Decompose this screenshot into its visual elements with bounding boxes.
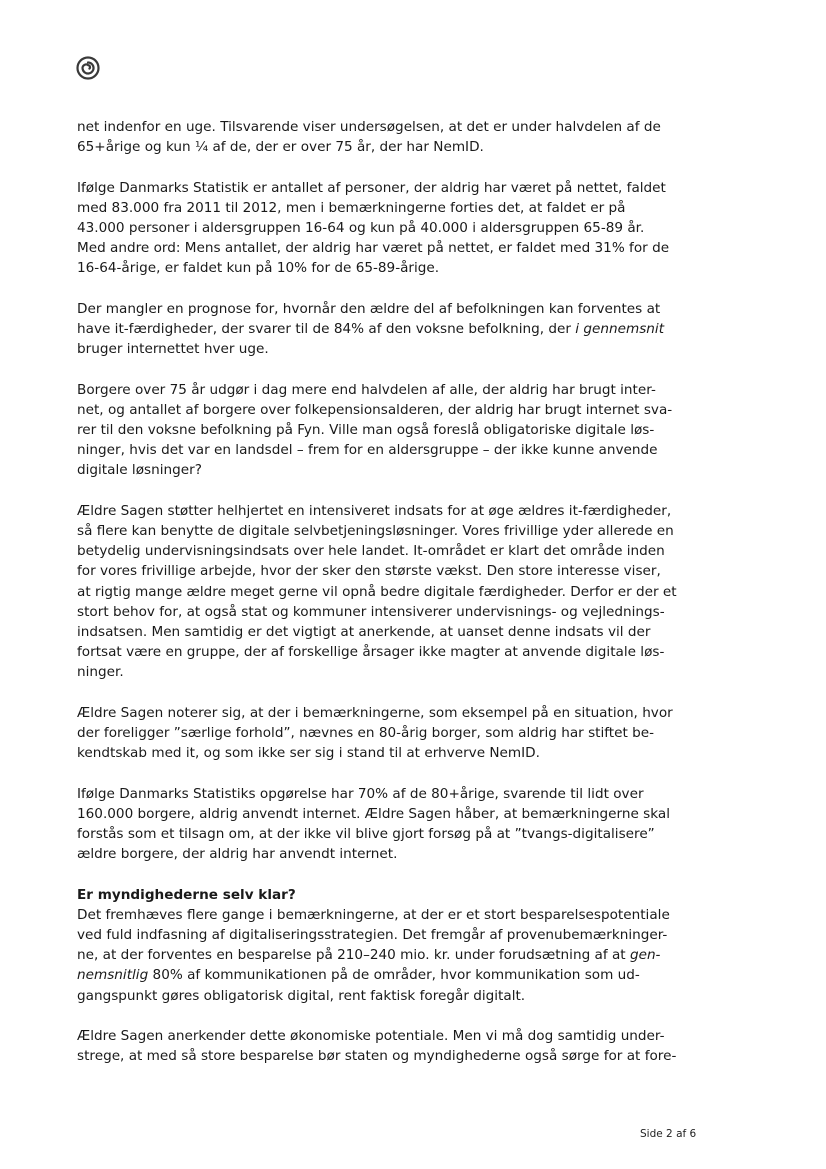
text-line: forstås som et tilsagn om, at der ikke vil blive gjort forsøg på at ”tvangs-digitalisere” [77, 826, 655, 843]
text-line: digitale løsninger? [77, 462, 202, 479]
emphasis-text: gen- [629, 947, 661, 964]
paragraph-5 [77, 501, 711, 683]
text-line: strege, at med så store besparelse bør staten og myndighederne også sørge for at fore- [77, 1048, 677, 1065]
text-line: ninger, hvis det var en landsdel – frem for en aldersgruppe – der ikke kunne anvende [77, 442, 658, 459]
paragraph-7 [77, 784, 711, 865]
text-line: der foreligger ”særlige forhold”, nævnes en 80-årig borger, som aldrig har stiftet be- [77, 725, 655, 742]
text-line: bruger internettet hver uge. [77, 341, 269, 358]
text-line: Det fremhæves flere gange i bemærkningerne, at der er et stort besparelsespotentiale [77, 906, 670, 923]
text-line: Ældre Sagen noterer sig, at der i bemærkningerne, som eksempel på en situation, hvor [77, 704, 673, 721]
paragraph-1 [77, 117, 711, 157]
text-line: net, og antallet af borgere over folkepensionsalderen, der aldrig har brugt internet sva- [77, 401, 673, 418]
text-line-with-emphasis: have it-færdigheder, der svarer til de 84% af den voksne befolkning, der i gennemsnit [77, 321, 665, 337]
text-line: rer til den voksne befolkning på Fyn. Ville man også foreslå obligatoriske digitale løs- [77, 422, 655, 438]
text-line: kendtskab med it, og som ikke ser sig i stand til at erhverve NemID. [77, 745, 540, 762]
text-line: Ældre Sagen anerkender dette økonomiske potentiale. Men vi må dog samtidig under- [77, 1028, 665, 1045]
document-body [77, 117, 711, 1087]
paragraph-6 [77, 703, 711, 764]
emphasis-text: nemsnitlig [77, 967, 149, 984]
paragraph-3 [77, 299, 711, 360]
text-line-with-emphasis: nemsnitlig 80% af kommunikationen på de områder, hvor kommunikation som ud- [77, 967, 640, 984]
text-line: Med andre ord: Mens antallet, der aldrig har været på nettet, er faldet med 31% for de [77, 240, 670, 257]
section-heading: Er myndighederne selv klar? [77, 886, 296, 903]
text-line: Ifølge Danmarks Statistiks opgørelse har 70% af de 80+årige, svarende til lidt over [77, 785, 644, 802]
text-line: indsatsen. Men samtidig er det vigtigt at anerkende, at uanset denne indsats vil der [77, 624, 651, 641]
text-line: for vores frivillige arbejde, hvor der sker den største vækst. Den store interesse viser, [77, 563, 661, 580]
paragraph-2 [77, 178, 711, 279]
text-line: Ældre Sagen støtter helhjertet en intensiveret indsats for at øge ældres it-færdigheder, [77, 502, 672, 519]
text-line: ved fuld indfasning af digitaliseringsstrategien. Det fremgår af provenubemærkninger- [77, 927, 668, 944]
spiral-logo-icon [76, 56, 100, 80]
text-line: net indenfor en uge. Tilsvarende viser undersøgelsen, at det er under halvdelen af de [77, 119, 661, 135]
text-line: ninger. [77, 664, 124, 681]
text-line: Ifølge Danmarks Statistik er antallet af personer, der aldrig har været på nettet, faldet [77, 179, 666, 196]
page-number: Side 2 af 6 [640, 1128, 697, 1140]
text-line: gangspunkt gøres obligatorisk digital, rent faktisk foregår digitalt. [77, 987, 526, 1004]
text-line: ældre borgere, der aldrig har anvendt internet. [77, 846, 398, 863]
text-line: 160.000 borgere, aldrig anvendt internet. Ældre Sagen håber, at bemærkningerne skal [77, 805, 670, 822]
paragraph-8 [77, 905, 711, 1006]
text-line: fortsat være en gruppe, der af forskellige årsager ikke magter at anvende digitale løs- [77, 644, 665, 661]
emphasis-text: i gennemsnit [575, 321, 665, 337]
text-line: 65+årige og kun ¼ af de, der er over 75 år, der har NemID. [77, 139, 484, 156]
text-line: 16-64-årige, er faldet kun på 10% for de 65-89-årige. [77, 260, 440, 277]
text-line: Borgere over 75 år udgør i dag mere end halvdelen af alle, der aldrig har brugt inter- [77, 381, 656, 398]
paragraph-4 [77, 380, 711, 481]
text-line: at rigtig mange ældre meget gerne vil opnå bedre digitale færdigheder. Derfor er der et [77, 583, 677, 600]
text-line: så flere kan benytte de digitale selvbetjeningsløsninger. Vores frivillige yder allerede en [77, 523, 674, 539]
text-line: med 83.000 fra 2011 til 2012, men i bemærkningerne forties det, at faldet er på [77, 199, 626, 216]
paragraph-9 [77, 1026, 711, 1066]
text-line-with-emphasis: ne, at der forventes en besparelse på 210–240 mio. kr. under forudsætning af at gen- [77, 947, 661, 964]
text-line: betydelig undervisningsindsats over hele landet. It-området er klart det område inden [77, 543, 665, 560]
text-line: 43.000 personer i aldersgruppen 16-64 og kun på 40.000 i aldersgruppen 65-89 år. [77, 220, 645, 236]
text-line: stort behov for, at også stat og kommuner intensiverer undervisnings- og vejlednings- [77, 603, 665, 620]
text-line: Der mangler en prognose for, hvornår den ældre del af befolkningen kan forventes at [77, 300, 661, 317]
